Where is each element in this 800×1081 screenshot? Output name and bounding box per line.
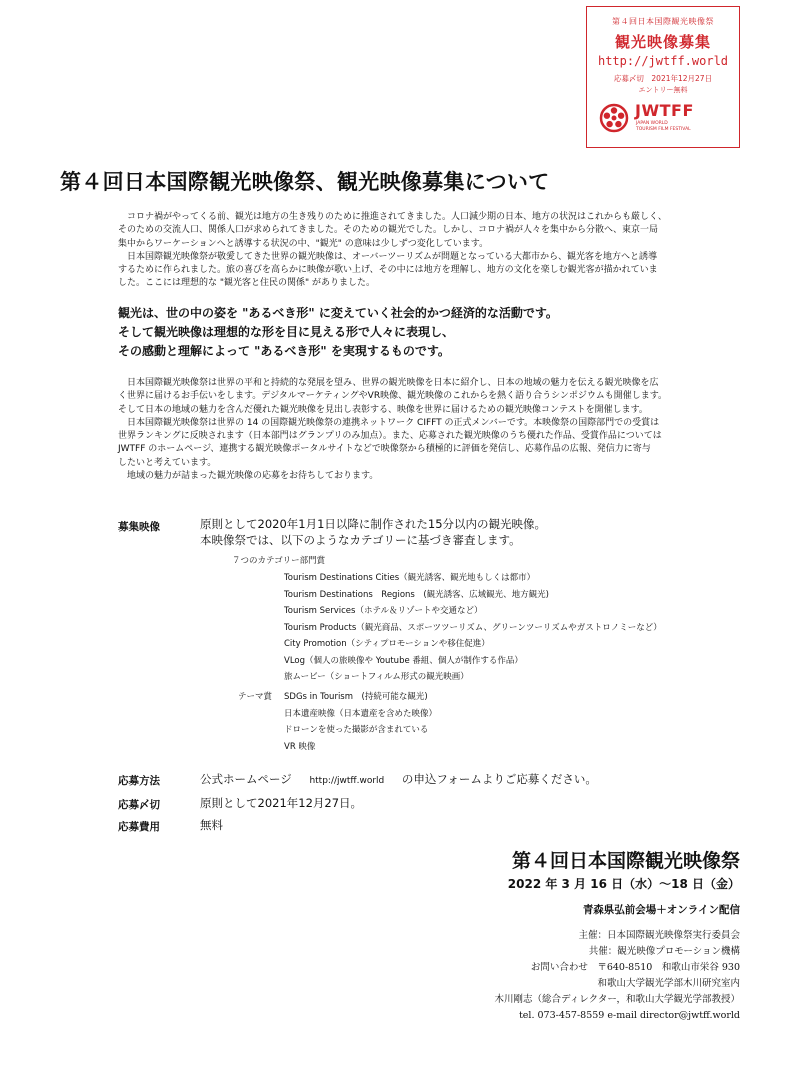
- list-item: ドローンを使った撮影が含まれている: [284, 725, 429, 735]
- list-item: Tourism Products（観光商品、スポーツツーリズム、グリーンツーリズムやガストロノミーなど）: [284, 622, 662, 633]
- contact-person: 木川剛志（総合ディレクター，和歌山大学観光学部教授）: [494, 994, 740, 1005]
- fee-label: 応募費用: [118, 821, 160, 833]
- stamp-headline: 観光映像募集: [614, 33, 711, 51]
- list-item: VR 映像: [284, 741, 316, 752]
- body-paragraph: 日本国際観光映像祭は世界の平和と持続的な発展を望み、世界の観光映像を日本に紹介し、日本の地域の魅力を伝える観光映像を広 く世界に届けるお手伝いをします。デジタルマーケティングやVR映像、観光映像のこれからを熱く語り合うシンポジウムも開催します。 そして日本の地域の魅力を含んだ優れた観光映像を見出し表彰する、映像を世界に届けるための観光映像コンテストを開催します。 日本国際観光映像祭は世界の 14 の国際観光映像祭の連携ネットワーク CIFFT の正式メンバーです。本映像祭の国際部門での受賞は 世界ランキングに反映されます（日本部門はグランプリのみ加点）。また、応募された観光映像のうち優れた作品、受賞作品については JWTFF のホームページ、連携する観光映像ポータルサイトなどで映像祭から積極的に評価を発信し、応募作品の広報、発信力に寄与 したいと考えています。 地域の魅力が詰まった観光映像の応募をお待ちしております。: [118, 378, 668, 482]
- list-item: Tourism Services（ホテル＆リゾートや交通など）: [284, 606, 483, 616]
- festival-venue: 青森県弘前会場＋オンライン配信: [582, 904, 740, 916]
- list-item: SDGs in Tourism (持続可能な観光): [284, 692, 428, 702]
- cosponsor: 共催：観光映像プロモーション機構: [588, 946, 740, 957]
- contact-block: [495, 928, 740, 1024]
- logo-wordmark: JWTFF: [635, 101, 694, 120]
- list-item: Tourism Destinations Cities（観光誘客、観光地もしくは都市）: [284, 573, 536, 583]
- intro-paragraph: コロナ禍がやってくる前、観光は地方の生き残りのために推進されてきました。人口減少期の日本、地方の状況はこれからも厳しく、 そのための交流人口、関係人口が求められてきました。そのための観光でした。しかし、コロナ禍が人々を集中から分散へ、東京一局 集中からワーケーションへと誘導する状況の中、"観光" の意味は少しずつ変化しています。 日本国際観光映像祭が敬愛してきた世界の観光映像は、オーバーツーリズムが問題となっている大都市から、観光客を地方へと誘導 するために作られました。旅の喜びを高らかに映像が歌い上げ、その中には地方を理解し、地方の文化を楽しむ観光客が描かれていま した。ここには理想的な "観光客と住民の関係" がありました。: [118, 212, 667, 289]
- list-item: Tourism Destinations Regions (観光誘客、広域観光、地方観光): [284, 589, 549, 600]
- recruit-details: 原則として2020年1月1日以降に制作された15分以内の観光映像。 本映像祭では、以下のようなカテゴリーに基づき審査します。: [200, 517, 547, 547]
- theme-list: [284, 689, 437, 755]
- page-title: 第４回日本国際観光映像祭、観光映像募集について: [60, 170, 550, 194]
- inquiry-address: お問い合わせ 〒640-8510 和歌山市栄谷 930: [530, 962, 740, 973]
- stamp-deadline: 応募〆切 2021年12月27日: [613, 74, 713, 83]
- stamp-url: http://jwtff.world: [597, 54, 729, 68]
- list-item: 日本遺産映像（日本遺産を含めた映像）: [284, 708, 438, 719]
- homepage-link[interactable]: http://jwtff.world: [309, 776, 385, 786]
- festival-name: 第４回日本国際観光映像祭: [511, 850, 740, 872]
- lab-name: 和歌山大学観光学部木川研究室内: [597, 978, 740, 989]
- fee-value: 無料: [200, 818, 223, 832]
- logo-subtitle: JAPAN WORLD TOURISM FILM FESTIVAL: [636, 121, 691, 132]
- deadline-value: 原則として2021年12月27日。: [200, 796, 363, 810]
- mission-statement: 観光は、世の中の姿を "あるべき形" に変えていく社会的かつ経済的な活動です。 そして観光映像は理想的な形を目に見える形で人々に表現し、 その感動と理解によって "あるべき形" を実現するものです。: [118, 306, 558, 358]
- stamp-entry-free: エントリー無料: [638, 86, 688, 94]
- organizer: 主催：日本国際観光映像祭実行委員会: [578, 930, 740, 941]
- list-item: VLog（個人の旅映像や Youtube 番組、個人が制作する作品）: [284, 655, 523, 666]
- stamp-festival-name: 第４回日本国際観光映像祭: [612, 17, 714, 26]
- category-list: [284, 570, 662, 686]
- categories-heading: ７つのカテゴリー部門賞: [232, 556, 326, 566]
- film-reel-icon: [599, 103, 629, 133]
- campaign-stamp: [586, 6, 740, 148]
- contact-tel-email: tel. 073-457-8559 e-mail director@jwtff.world: [518, 1010, 740, 1021]
- deadline-label: 応募〆切: [118, 799, 160, 811]
- list-item: City Promotion（シティプロモーションや移住促進）: [284, 639, 490, 649]
- recruit-label: 募集映像: [118, 521, 160, 533]
- themes-heading: テーマ賞: [238, 692, 273, 702]
- jwtff-logo: [599, 101, 729, 141]
- apply-method-label: 応募方法: [118, 775, 160, 787]
- apply-method-value: 公式ホームページ http://jwtff.world の申込フォームよりご応募ください。: [200, 772, 597, 786]
- festival-date: 2022 年 3 月 16 日（水）〜18 日（金）: [507, 877, 740, 891]
- list-item: 旅ムービー（ショートフィルム形式の観光映画）: [284, 672, 469, 682]
